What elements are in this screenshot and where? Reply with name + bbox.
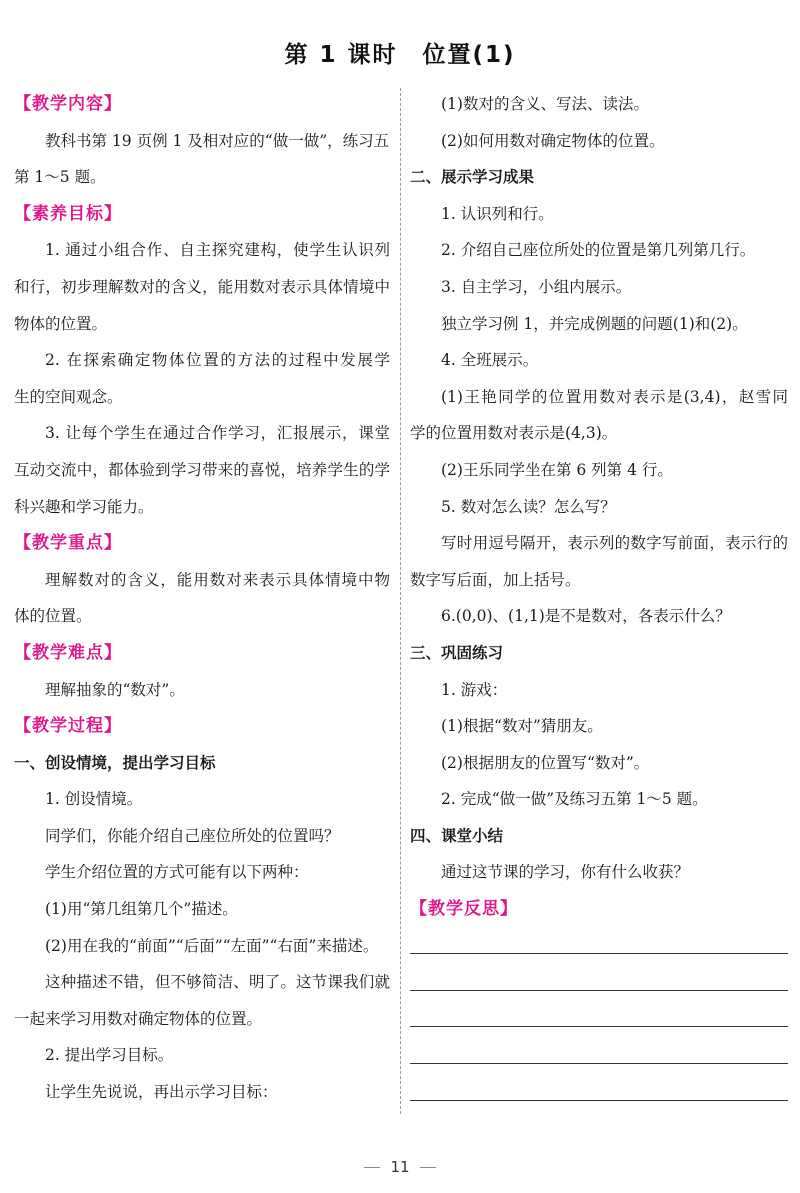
- text-line: 和行，初步理解数对的含义，能用数对表示具体情境中: [14, 277, 390, 296]
- text-line: 2. 在探索确定物体位置的方法的过程中发展学: [45, 351, 390, 370]
- text-line: 4. 全班展示。: [441, 351, 539, 370]
- section-tag: 【教学难点】: [14, 642, 122, 663]
- text-line: 1. 游戏：: [441, 680, 508, 699]
- section-heading: 一、创设情境，提出学习目标: [14, 753, 216, 772]
- text-line: (1)数对的含义、写法、读法。: [441, 95, 649, 113]
- page-number: 11: [390, 1158, 410, 1176]
- text-line: 5. 数对怎么读？怎么写？: [441, 497, 616, 516]
- section-heading: 四、课堂小结: [410, 826, 504, 845]
- right-column: [410, 86, 788, 1111]
- text-line: 独立学习例 1，并完成例题的问题(1)和(2)。: [441, 314, 748, 333]
- text-line: 3. 让每个学生在通过合作学习，汇报展示，课堂: [45, 424, 390, 443]
- text-line: 一起来学习用数对确定物体的位置。: [14, 1009, 263, 1028]
- text-line: 6.(0,0)、(1,1)是不是数对，各表示什么？: [441, 607, 731, 626]
- text-line: 物体的位置。: [14, 314, 108, 333]
- section-heading: 三、巩固练习: [410, 643, 504, 662]
- footer-dash-left: [364, 1167, 380, 1168]
- text-line: 这种描述不错，但不够简洁、明了。这节课我们就: [45, 973, 390, 992]
- reflection-writing-line: [410, 1037, 788, 1074]
- text-line: 体的位置。: [14, 607, 92, 626]
- section-tag: 【教学重点】: [14, 533, 122, 554]
- reflection-writing-line: [410, 928, 788, 965]
- text-line: (1)根据“数对”猜朋友。: [441, 717, 603, 736]
- section-tag: 【教学内容】: [14, 94, 122, 114]
- text-line: 3. 自主学习，小组内展示。: [441, 277, 632, 296]
- text-line: 1. 认识列和行。: [441, 204, 554, 223]
- text-line: 1. 创设情境。: [45, 790, 143, 809]
- text-line: (2)用在我的“前面”“后面”“左面”“右面”来描述。: [45, 936, 379, 955]
- text-line: (1)王艳同学的位置用数对表示是(3,4)，赵雪同: [441, 387, 788, 406]
- text-line: 学生介绍位置的方式可能有以下两种：: [45, 863, 309, 882]
- text-line: 通过这节课的学习，你有什么收获？: [441, 863, 690, 882]
- text-line: 同学们，你能介绍自己座位所处的位置吗？: [45, 826, 340, 845]
- page-footer: [0, 1158, 800, 1176]
- text-line: 写时用逗号隔开，表示列的数字写前面，表示行的: [441, 534, 788, 553]
- column-divider: [400, 88, 401, 1114]
- section-tag: 【素养目标】: [14, 203, 122, 224]
- text-line: (1)用“第几组第几个”描述。: [45, 900, 238, 919]
- section-heading: 二、展示学习成果: [410, 168, 535, 187]
- text-line: 2. 介绍自己座位所处的位置是第几列第几行。: [441, 241, 756, 260]
- footer-dash-right: [420, 1167, 436, 1168]
- reflection-writing-line: [410, 1001, 788, 1038]
- section-tag: 【教学过程】: [14, 716, 122, 737]
- text-line: 理解数对的含义，能用数对来表示具体情境中物: [45, 570, 390, 589]
- text-line: 2. 提出学习目标。: [45, 1046, 174, 1065]
- reflection-writing-line: [410, 1074, 788, 1111]
- text-line: 数字写后面，加上括号。: [410, 570, 581, 589]
- reflection-writing-line: [410, 964, 788, 1001]
- text-line: (2)根据朋友的位置写“数对”。: [441, 753, 650, 772]
- left-column: [14, 86, 390, 1111]
- text-line: 理解抽象的“数对”。: [45, 680, 185, 699]
- text-line: 2. 完成“做一做”及练习五第 1～5 题。: [441, 790, 708, 809]
- text-line: (2)王乐同学坐在第 6 列第 4 行。: [441, 460, 673, 479]
- text-line: 学的位置用数对表示是(4,3)。: [410, 424, 618, 443]
- text-line: 让学生先说说，再出示学习目标：: [45, 1083, 278, 1102]
- text-line: 1. 通过小组合作、自主探究建构，使学生认识列: [45, 241, 390, 260]
- section-tag: 【教学反思】: [410, 899, 518, 920]
- page-title: 第 1 课时 位置(1): [284, 42, 516, 68]
- text-line: 教科书第 19 页例 1 及相对应的“做一做”，练习五: [45, 131, 390, 150]
- text-line: 科兴趣和学习能力。: [14, 497, 154, 516]
- text-line: 第 1～5 题。: [14, 168, 106, 187]
- text-line: 互动交流中，都体验到学习带来的喜悦，培养学生的学: [14, 460, 390, 479]
- text-line: 生的空间观念。: [14, 387, 123, 406]
- text-line: (2)如何用数对确定物体的位置。: [441, 131, 665, 150]
